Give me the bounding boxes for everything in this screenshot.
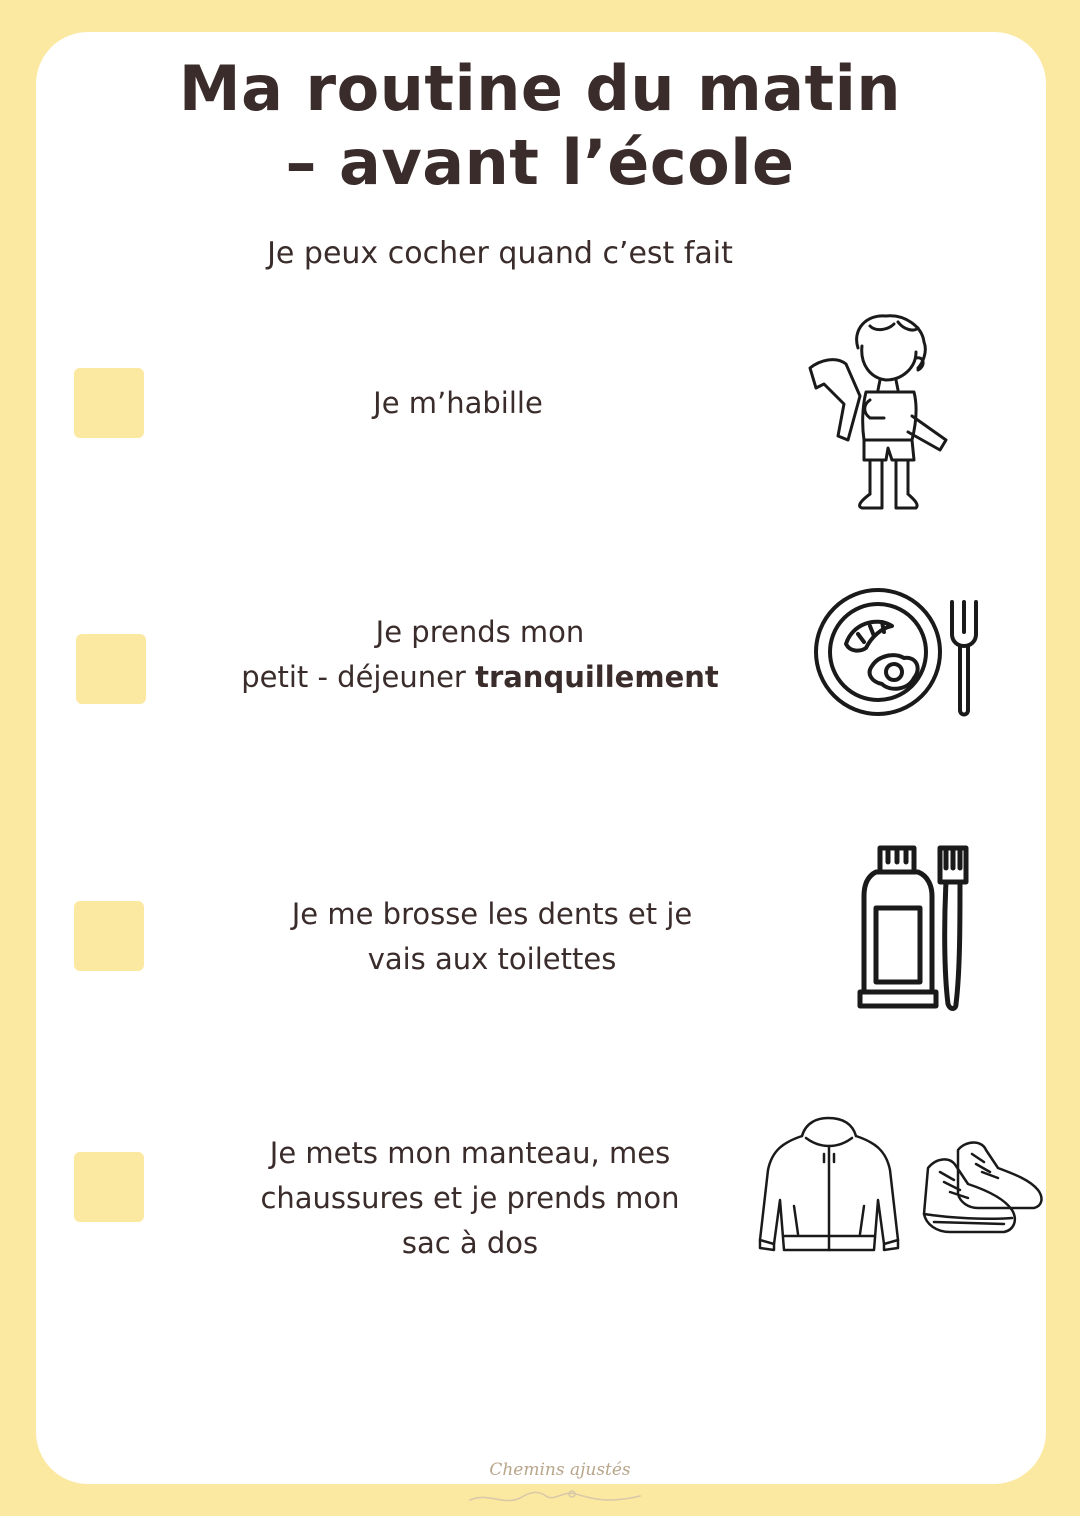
task-label-dress	[258, 381, 658, 426]
task-checkbox-coat[interactable]	[74, 1152, 144, 1222]
instructions-subtitle: Je peux cocher quand c’est fait	[267, 236, 733, 271]
task-label-line: sac à dos	[401, 1226, 539, 1260]
task-label-line: Je m’habille	[373, 386, 543, 420]
task-label-line: Je mets mon manteau, mes	[269, 1136, 671, 1170]
task-checkbox-dress[interactable]	[74, 368, 144, 438]
task-label-line	[180, 655, 780, 700]
task-label-line: vais aux toilettes	[367, 942, 617, 976]
page-title	[0, 52, 1080, 200]
title-line-2: – avant l’école	[285, 126, 795, 199]
task-checkbox-teeth[interactable]	[74, 901, 144, 971]
task-label-line: chaussures et je prends mon	[260, 1181, 680, 1215]
breakfast-plate-icon	[812, 586, 992, 720]
task-label-emphasis: tranquillement	[475, 660, 719, 694]
toothpaste-toothbrush-icon	[856, 842, 976, 1014]
task-label-breakfast	[180, 610, 780, 700]
task-label-coat	[230, 1131, 710, 1266]
brand-signature: Chemins ajustés	[489, 1460, 631, 1480]
task-checkbox-breakfast[interactable]	[76, 634, 146, 704]
title-line-1: Ma routine du matin	[178, 52, 902, 125]
task-label-teeth	[252, 892, 732, 982]
jacket-sneakers-icon	[754, 1114, 1048, 1258]
task-label-text: petit - déjeuner	[241, 660, 476, 694]
task-label-line: Je me brosse les dents et je	[291, 897, 693, 931]
flourish-ornament-icon	[468, 1484, 642, 1508]
child-dressing-icon	[800, 308, 960, 518]
task-label-line: Je prends mon	[375, 615, 585, 649]
